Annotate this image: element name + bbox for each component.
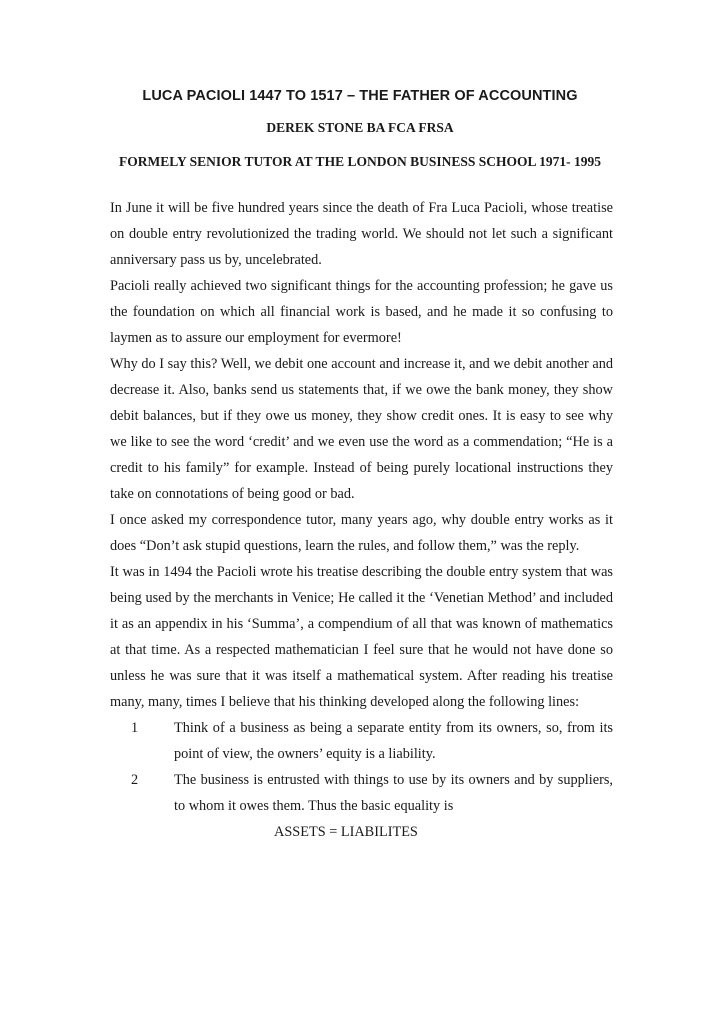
paragraph: In June it will be five hundred years since the death of Fra Luca Pacioli, whose treatise on double entry revolutionized the trading world. We should not let such a significant anniversary pass us by, uncelebrated.	[110, 200, 613, 268]
numbered-list	[110, 715, 613, 819]
document-body	[110, 195, 613, 845]
paragraph: It was in 1494 the Pacioli wrote his treatise describing the double entry system that was being used by the merchants in Venice; He called it the ‘Venetian Method’ and included it as an appendix in his ‘Summa’, a compendium of all that was known of mathematics at that time. As a respected mathematician I feel sure that he would not have done so unless he was sure that it was itself a mathematical system. After reading his treatise many, many, times I believe that his thinking developed along the following lines:	[110, 564, 613, 710]
document-title: LUCA PACIOLI 1447 TO 1517 – THE FATHER OF ACCOUNTING	[142, 88, 578, 104]
list-item-text: The business is entrusted with things to use by its owners and by suppliers, to whom it owes them. Thus the basic equality is	[174, 772, 613, 814]
list-item-number: 2	[131, 772, 139, 788]
affiliation-line: FORMELY SENIOR TUTOR AT THE LONDON BUSINESS SCHOOL 1971- 1995	[119, 154, 601, 169]
paragraph: Why do I say this? Well, we debit one account and increase it, and we debit another and decrease it. Also, banks send us statements that, if we owe the bank money, they show debit balances, but if they owe us money, they show credit ones. It is easy to see why we like to see the word ‘credit’ and we even use the word as a commendation; “He is a credit to his family” for example. Instead of being purely locational instructions they take on connotations of being good or bad.	[110, 356, 613, 502]
list-item-number: 1	[131, 720, 139, 736]
equation-line: ASSETS = LIABILITES	[274, 824, 418, 840]
author-line: DEREK STONE BA FCA FRSA	[266, 120, 454, 135]
paragraph: I once asked my correspondence tutor, many years ago, why double entry works as it does “Don’t ask stupid questions, learn the rules, and follow them,” was the reply.	[110, 512, 613, 554]
list-item	[110, 715, 613, 767]
list-item-text: Think of a business as being a separate entity from its owners, so, from its point of view, the owners’ equity is a liability.	[174, 720, 613, 762]
list-item	[110, 767, 613, 819]
paragraph: Pacioli really achieved two significant things for the accounting profession; he gave us the foundation on which all financial work is based, and he made it so confusing to laymen as to assure our employment for evermore!	[110, 278, 613, 346]
